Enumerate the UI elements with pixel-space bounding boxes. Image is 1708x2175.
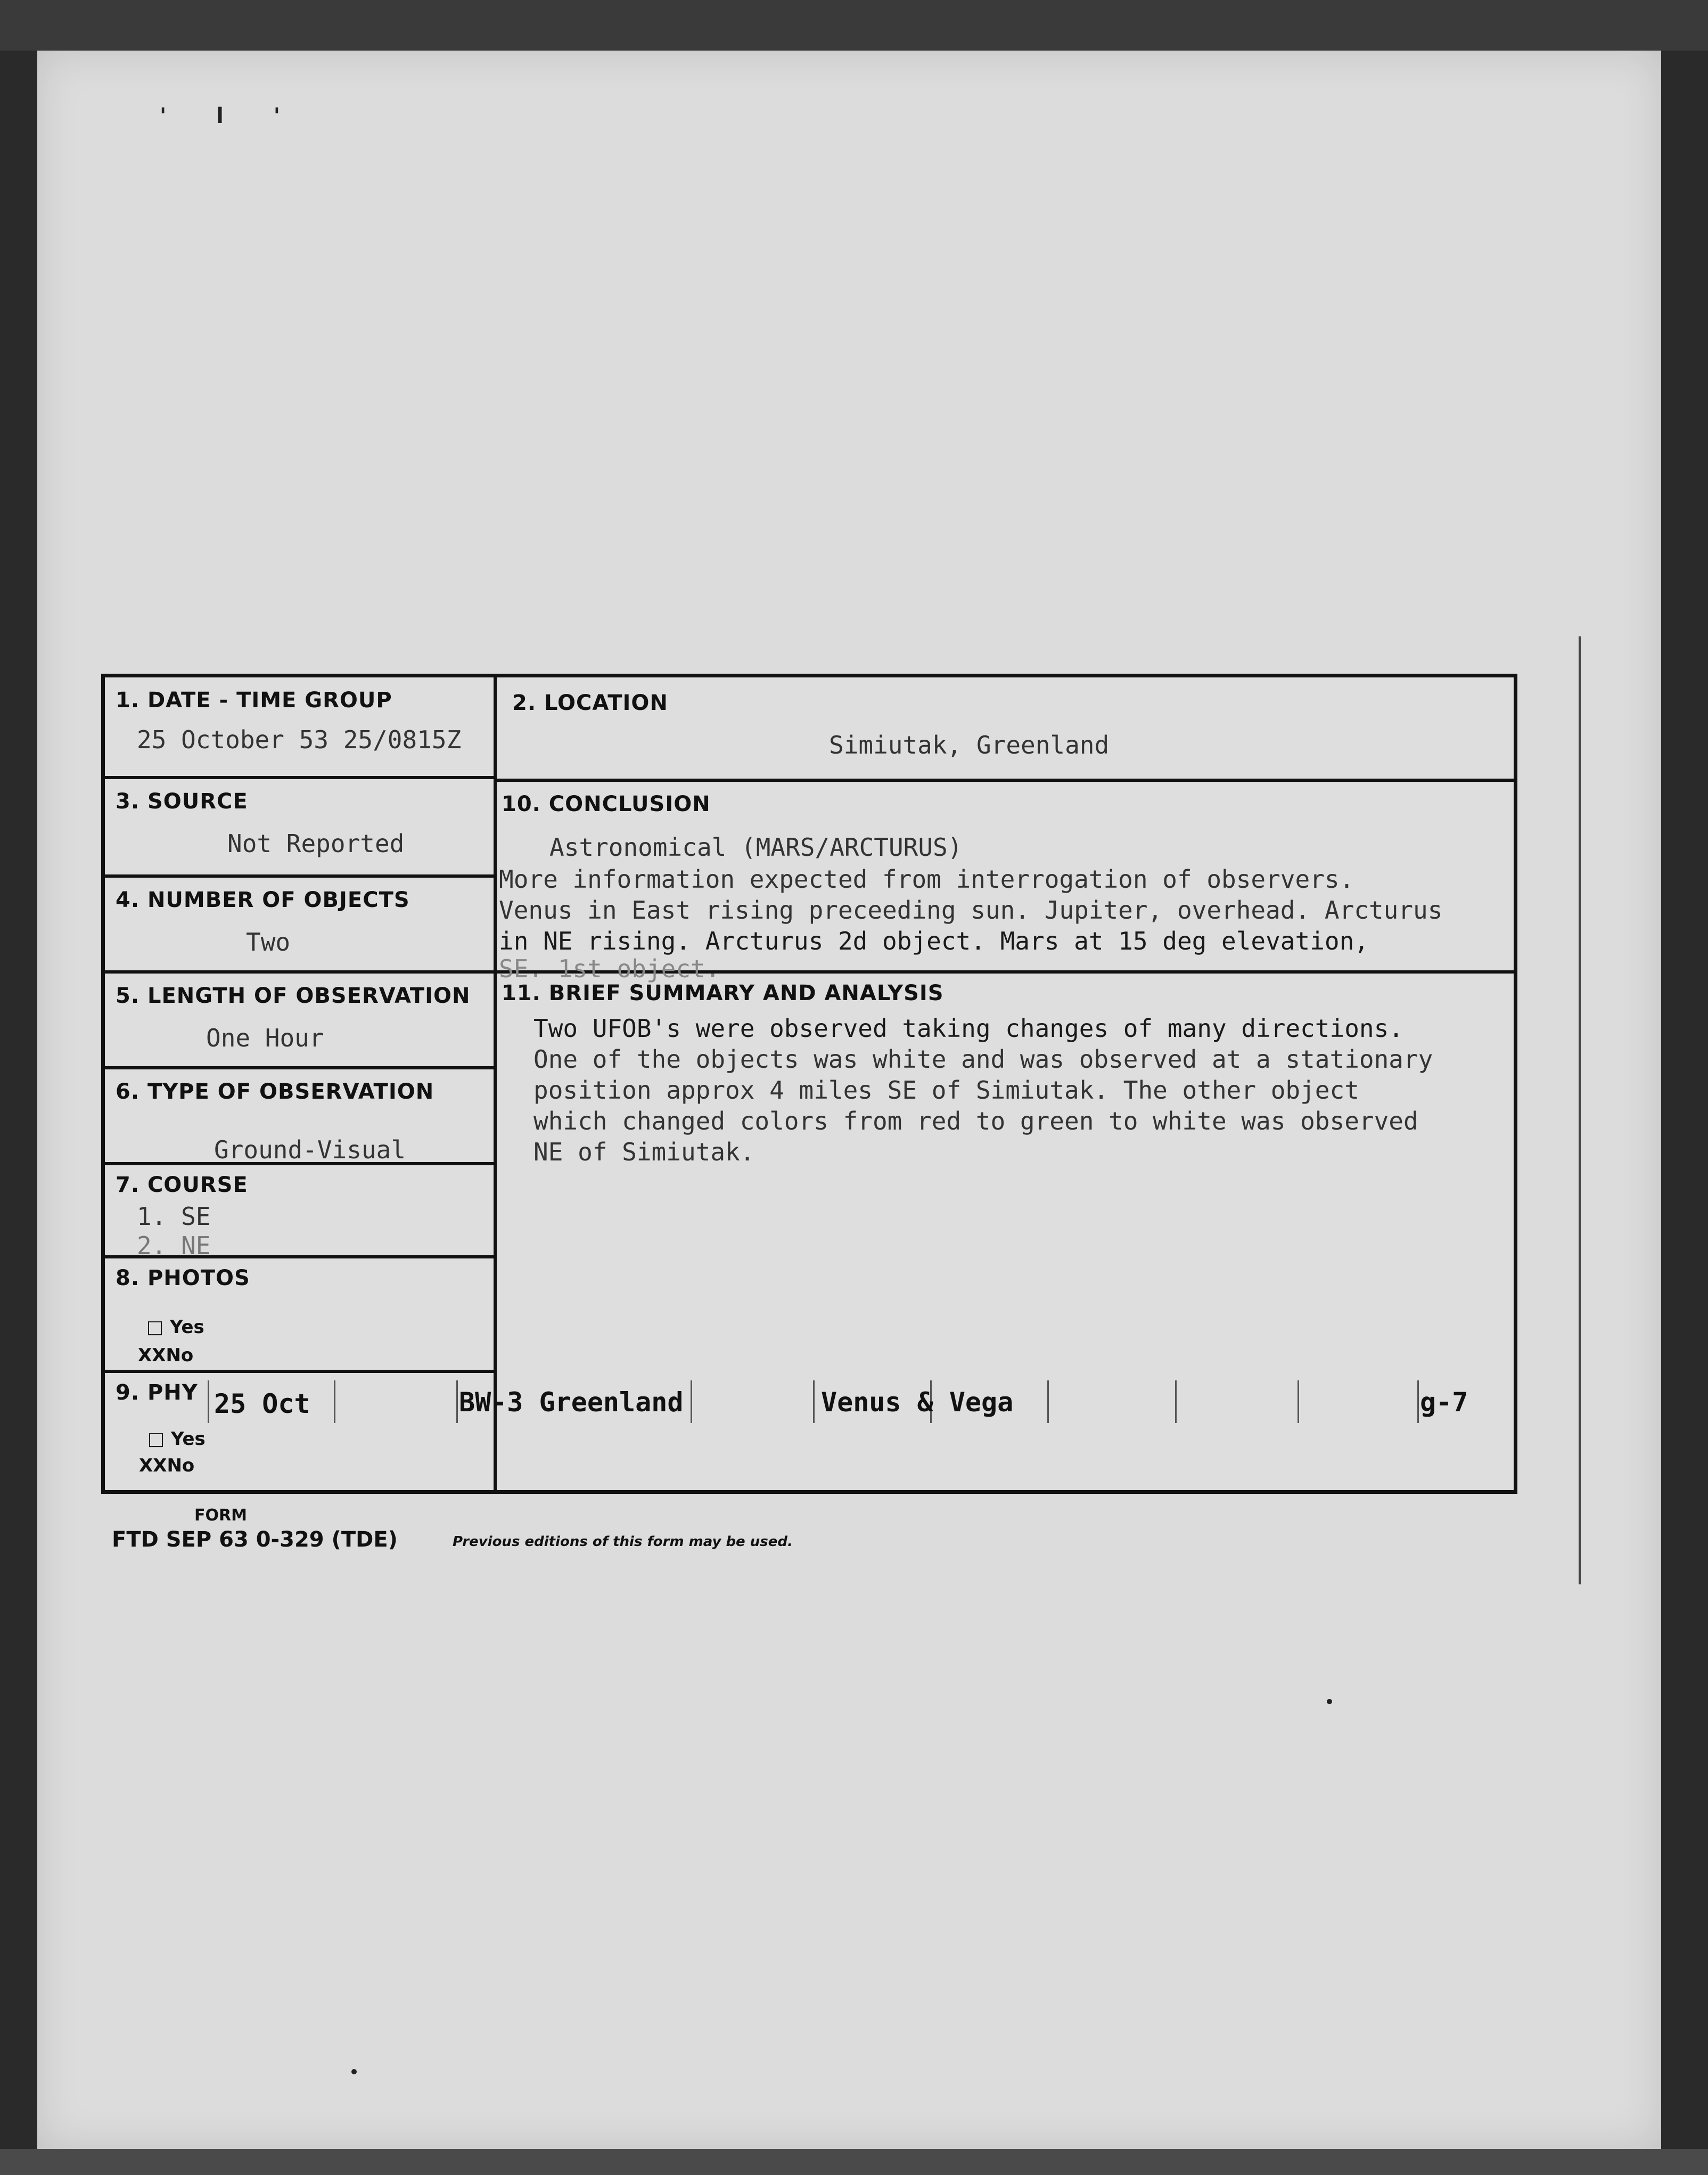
index-separator bbox=[1298, 1380, 1299, 1423]
index-separator bbox=[1175, 1380, 1177, 1423]
row-divider bbox=[494, 779, 1514, 782]
physical-evidence-no-label: No bbox=[167, 1455, 195, 1476]
scan-bottom-edge bbox=[0, 2149, 1708, 2175]
index-separator bbox=[208, 1380, 209, 1423]
row-divider bbox=[105, 970, 497, 974]
scan-top-edge bbox=[0, 0, 1708, 51]
conclusion-line-4: in NE rising. Arcturus 2d object. Mars at 15 deg elevation, bbox=[499, 927, 1369, 955]
location-value: Simiutak, Greenland bbox=[829, 731, 1110, 759]
form-note: Previous editions of this form may be used. bbox=[453, 1534, 793, 1550]
physical-evidence-no-mark: XX bbox=[139, 1455, 167, 1476]
checkbox-icon: □ bbox=[146, 1317, 170, 1338]
photos-no-label: No bbox=[166, 1345, 194, 1366]
row-divider bbox=[105, 874, 497, 878]
physical-evidence-yes-label: Yes bbox=[170, 1428, 206, 1450]
row-divider bbox=[105, 1370, 497, 1373]
course-line-2: 2. NE bbox=[137, 1231, 211, 1260]
conclusion-line-5: SE. 1st object. bbox=[499, 954, 720, 983]
length-of-observation-value: One Hour bbox=[206, 1024, 324, 1052]
number-of-objects-label: 4. NUMBER OF OBJECTS bbox=[116, 888, 410, 912]
index-separator bbox=[456, 1380, 458, 1423]
photos-no-mark: XX bbox=[138, 1345, 166, 1366]
conclusion-line-3: Venus in East rising preceeding sun. Jupiter, overhead. Arcturus bbox=[499, 896, 1443, 925]
speck bbox=[351, 2069, 357, 2074]
summary-line-3: position approx 4 miles SE of Simiutak. The other object bbox=[533, 1076, 1359, 1105]
column-divider bbox=[494, 677, 497, 1491]
course-line-1: 1. SE bbox=[137, 1202, 211, 1231]
summary-line-1: Two UFOB's were observed taking changes of many directions. bbox=[533, 1014, 1403, 1043]
speck bbox=[1327, 1699, 1332, 1704]
physical-evidence-yes-option bbox=[147, 1428, 206, 1450]
index-separator bbox=[1417, 1380, 1419, 1423]
physical-evidence-no-option bbox=[139, 1455, 194, 1476]
photos-label: 8. PHOTOS bbox=[116, 1266, 250, 1290]
number-of-objects-value: Two bbox=[246, 928, 291, 956]
conclusion-line-2: More information expected from interrogation of observers. bbox=[499, 865, 1354, 894]
source-label: 3. SOURCE bbox=[116, 789, 248, 814]
type-of-observation-label: 6. TYPE OF OBSERVATION bbox=[116, 1080, 434, 1104]
photos-no-option bbox=[138, 1345, 193, 1366]
photos-yes-label: Yes bbox=[169, 1317, 204, 1338]
scan-margin-line bbox=[1579, 636, 1581, 1584]
row-divider bbox=[105, 1066, 497, 1069]
row-divider bbox=[105, 776, 497, 779]
conclusion-line-1: Astronomical (MARS/ARCTURUS) bbox=[549, 833, 963, 862]
date-time-group-label: 1. DATE - TIME GROUP bbox=[116, 688, 392, 713]
index-separator bbox=[1047, 1380, 1049, 1423]
index-place: BW-3 Greenland bbox=[459, 1387, 684, 1418]
index-date: 25 Oct bbox=[214, 1388, 310, 1419]
summary-label: 11. BRIEF SUMMARY AND ANALYSIS bbox=[502, 981, 944, 1005]
checkbox-icon: □ bbox=[147, 1428, 171, 1450]
date-time-group-value: 25 October 53 25/0815Z bbox=[137, 725, 462, 754]
form-identifier: FTD SEP 63 0-329 (TDE) bbox=[112, 1527, 398, 1552]
index-evaluation: Venus & Vega bbox=[821, 1387, 1014, 1418]
summary-line-2: One of the objects was white and was observed at a stationary bbox=[533, 1045, 1433, 1074]
physical-evidence-label: 9. PHY bbox=[116, 1380, 198, 1405]
summary-line-5: NE of Simiutak. bbox=[533, 1138, 755, 1166]
index-separator bbox=[334, 1380, 335, 1423]
length-of-observation-label: 5. LENGTH OF OBSERVATION bbox=[116, 984, 471, 1008]
photos-yes-option bbox=[146, 1317, 204, 1338]
project-card-form bbox=[101, 674, 1517, 1494]
conclusion-label: 10. CONCLUSION bbox=[502, 792, 711, 816]
index-code: g-7 bbox=[1420, 1387, 1468, 1418]
page-corner-marks: ' l ' bbox=[160, 104, 302, 128]
index-separator bbox=[813, 1380, 815, 1423]
type-of-observation-value: Ground-Visual bbox=[214, 1135, 406, 1164]
course-label: 7. COURSE bbox=[116, 1173, 248, 1197]
form-word: FORM bbox=[194, 1506, 247, 1525]
location-label: 2. LOCATION bbox=[512, 691, 668, 715]
source-value: Not Reported bbox=[227, 829, 405, 858]
index-separator bbox=[691, 1380, 692, 1423]
summary-line-4: which changed colors from red to green to white was observed bbox=[533, 1107, 1418, 1135]
